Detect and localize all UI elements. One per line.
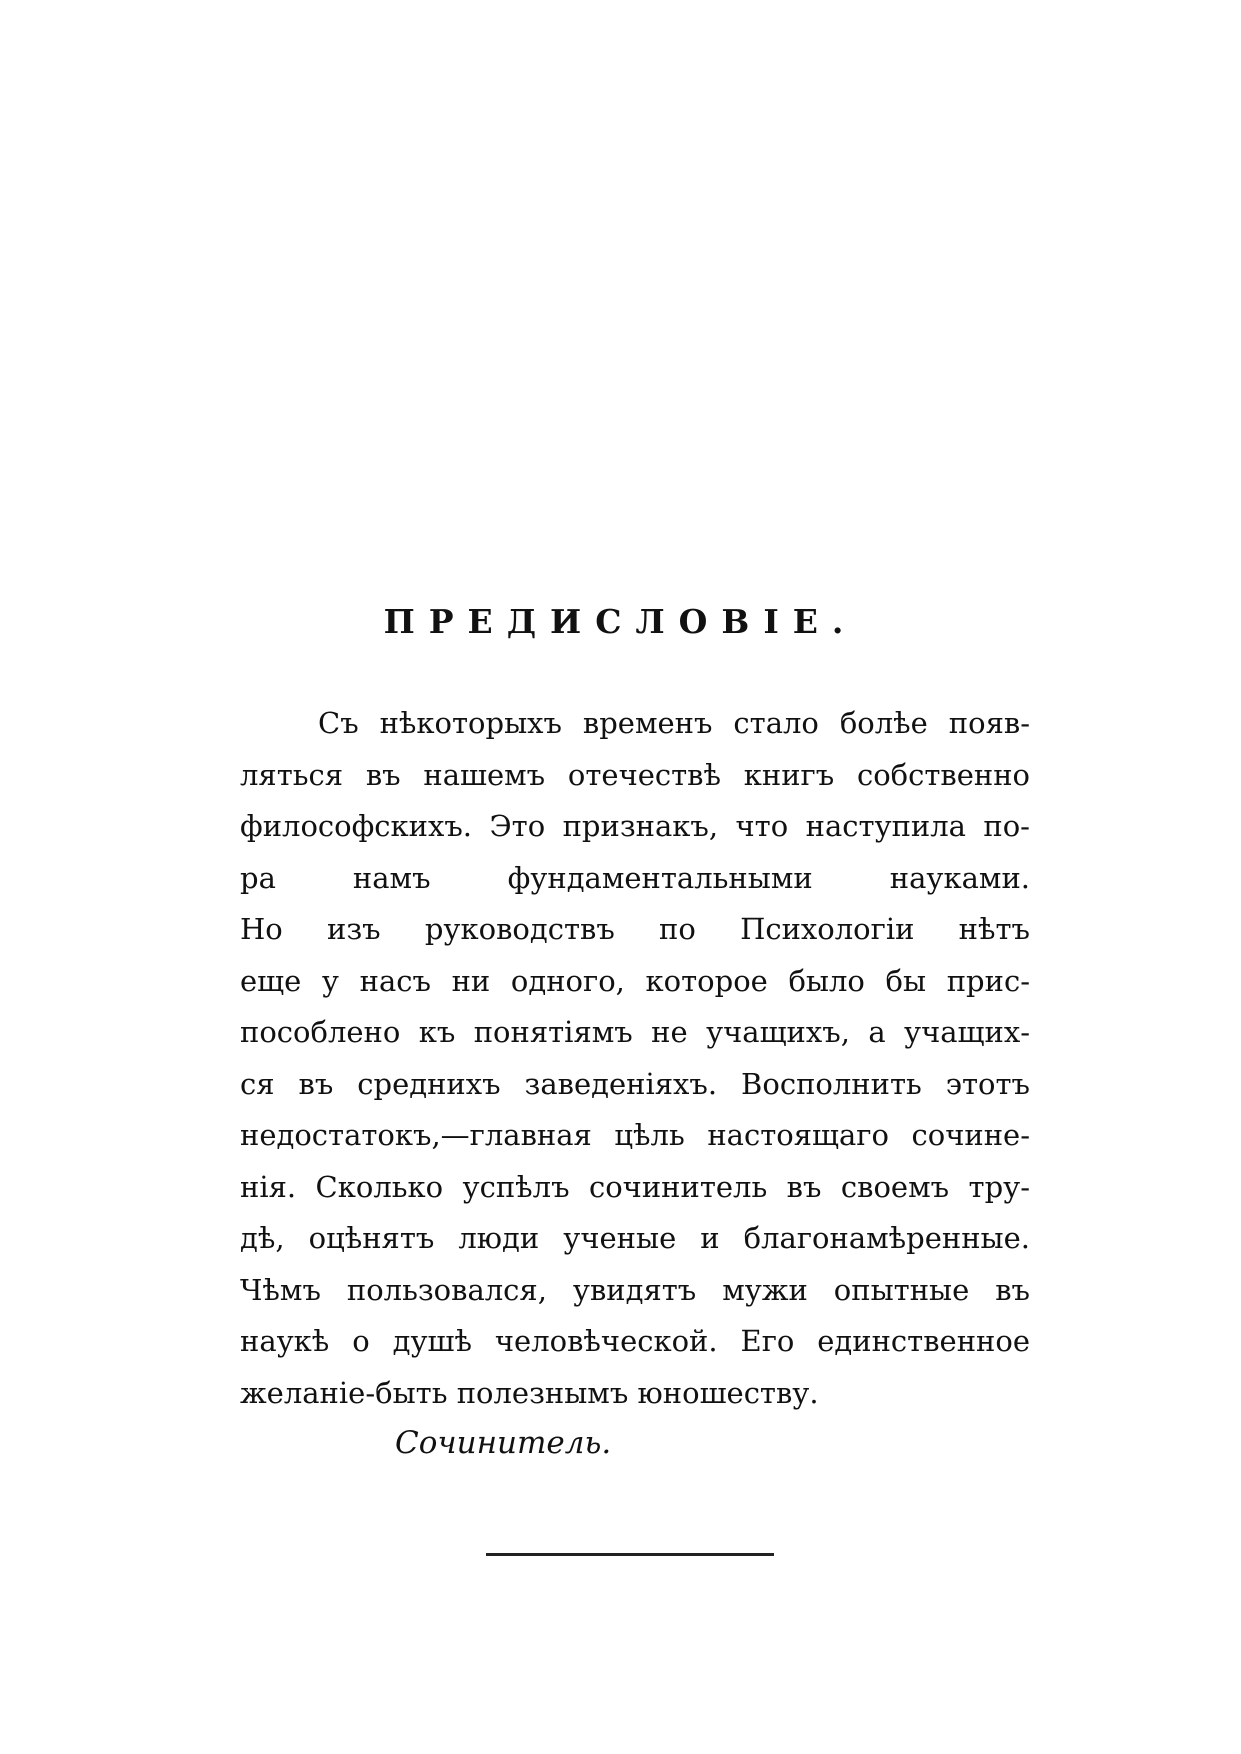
text-line: Чѣмъ пользовался, увидятъ мужи опытные въ	[240, 1272, 1030, 1307]
text-line: недостатокъ,—главная цѣль настоящаго сочине-	[240, 1118, 1030, 1152]
closing-rule	[486, 1553, 774, 1556]
text-line: ся въ среднихъ заведеніяхъ. Восполнить этотъ	[240, 1066, 1030, 1101]
preface-title: ПРЕДИСЛОВІЕ.	[383, 602, 858, 641]
author-signature: Сочинитель.	[395, 1425, 612, 1461]
text-line: нія. Сколько успѣлъ сочинитель въ своемъ тру-	[240, 1169, 1030, 1204]
text-line: философскихъ. Это признакъ, что наступила по-	[240, 809, 1030, 843]
text-line: Съ нѣкоторыхъ временъ стало болѣе появ-	[318, 706, 1030, 740]
text-line: дѣ, оцѣнятъ люди ученые и благонамѣренные.	[240, 1221, 1030, 1255]
text-line: ра намъ фундаментальными науками.	[240, 860, 1030, 895]
text-line: Но изъ руководствъ по Психологіи нѣтъ	[240, 912, 1030, 946]
text-line: еще у насъ ни одного, которое было бы прис-	[240, 963, 1030, 998]
text-line: пособлено къ понятіямъ не учащихъ, а учащих-	[240, 1015, 1030, 1049]
text-line: наукѣ о душѣ человѣческой. Его единственное	[240, 1324, 1030, 1358]
text-line: ляться въ нашемъ отечествѣ книгъ собственнo	[240, 757, 1030, 792]
preface-body	[240, 698, 1030, 1419]
text-line: желаніе-быть полезнымъ юношеству.	[240, 1375, 819, 1410]
